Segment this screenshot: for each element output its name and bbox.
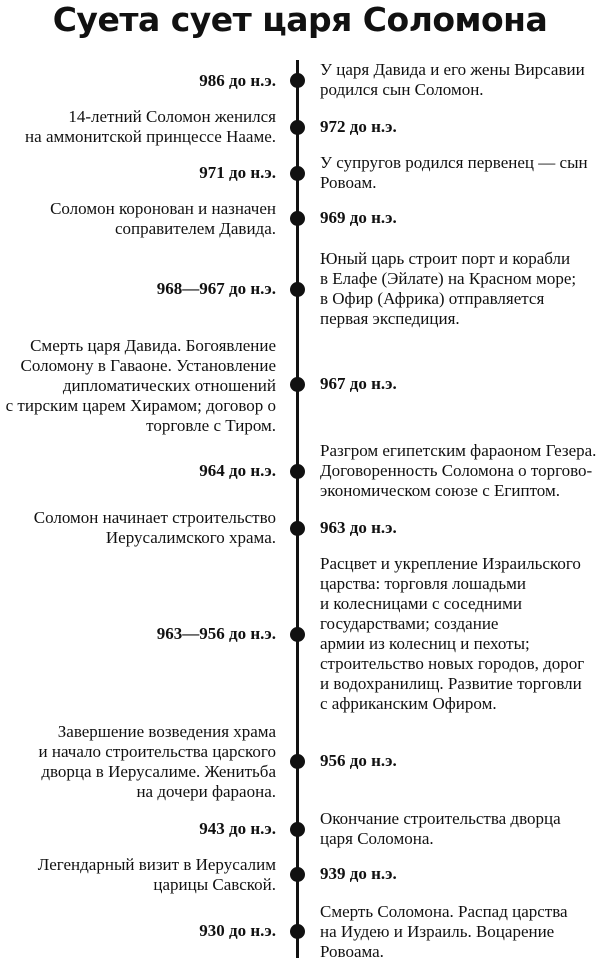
timeline-marker — [290, 521, 305, 536]
event-text-line: Окончание строительства дворца — [320, 809, 561, 828]
event-text-line: государствами; создание — [320, 614, 499, 633]
event-text-line: и колесницами с соседними — [320, 594, 522, 613]
event-text-line: с африканским Офиром. — [320, 694, 497, 713]
event-text-line: Соломон коронован и назначен — [50, 199, 276, 218]
event-description — [320, 554, 600, 714]
event-text-line: 14-летний Соломон женился — [68, 107, 276, 126]
event-date: 939 до н.э. — [320, 864, 397, 883]
event-text-line: Ровоам. — [320, 173, 377, 192]
event-description — [6, 336, 276, 436]
event-text-line: Соломону в Гаваоне. Установление — [20, 356, 276, 375]
event-text-line: царицы Савской. — [153, 875, 276, 894]
event-text-line: дворца в Иерусалиме. Женитьба — [41, 762, 276, 781]
event-text-line: с тирским царем Хирамом; договор о — [5, 396, 276, 415]
event-date: 930 до н.э. — [199, 921, 276, 940]
event-text-line: царства: торговля лошадьми — [320, 574, 526, 593]
event-text-line: и водохранилищ. Развитие торговли — [320, 674, 582, 693]
event-description — [39, 722, 277, 802]
event-text-line: торговле с Тиром. — [146, 416, 276, 435]
event-text-line: на аммонитской принцессе Нааме. — [25, 127, 276, 146]
event-description — [38, 855, 276, 895]
event-date: 971 до н.э. — [199, 163, 276, 182]
event-description — [320, 809, 600, 849]
event-date: 969 до н.э. — [320, 208, 397, 227]
page-title: Суета сует царя Соломона — [52, 0, 548, 39]
event-date: 963 до н.э. — [320, 518, 397, 537]
event-text-line: Иерусалимского храма. — [105, 528, 276, 547]
event-text-line: первая экспедиция. — [320, 309, 460, 328]
event-text-line: на дочери фараона. — [136, 782, 276, 801]
event-text-line: Ровоама. — [320, 942, 384, 961]
event-description — [320, 249, 600, 329]
timeline-marker — [290, 627, 305, 642]
event-date: 943 до н.э. — [199, 819, 276, 838]
event-text-line: Договоренность Соломона о торгово- — [320, 461, 593, 480]
event-text-line: Завершение возведения храма — [57, 722, 276, 741]
event-description — [320, 902, 600, 962]
event-text-line: родился сын Соломон. — [320, 80, 484, 99]
timeline-marker — [290, 211, 305, 226]
event-date: 986 до н.э. — [199, 71, 276, 90]
timeline-marker — [290, 464, 305, 479]
event-text-line: экономическом союзе с Египтом. — [320, 481, 560, 500]
event-text-line: У супругов родился первенец — сын — [320, 153, 588, 172]
event-text-line: У царя Давида и его жены Вирсавии — [320, 60, 585, 79]
timeline-marker — [290, 867, 305, 882]
event-text-line: Разгром египетским фараоном Гезера. — [320, 441, 597, 460]
timeline-marker — [290, 120, 305, 135]
event-text-line: на Иудею и Израиль. Воцарение — [320, 922, 555, 941]
timeline-marker — [290, 282, 305, 297]
event-description — [25, 107, 276, 147]
event-date: 963—956 до н.э. — [156, 624, 276, 643]
event-description — [320, 153, 600, 193]
timeline-marker — [290, 822, 305, 837]
timeline-marker — [290, 924, 305, 939]
event-date: 968—967 до н.э. — [156, 279, 276, 298]
timeline-marker — [290, 754, 305, 769]
timeline-marker — [290, 73, 305, 88]
timeline-marker — [290, 377, 305, 392]
event-date: 956 до н.э. — [320, 751, 397, 770]
event-text-line: строительство новых городов, дорог — [320, 654, 585, 673]
event-text-line: царя Соломона. — [320, 829, 434, 848]
event-text-line: в Елафе (Эйлате) на Красном море; — [320, 269, 577, 288]
event-text-line: соправителем Давида. — [114, 219, 276, 238]
event-text-line: Легендарный визит в Иерусалим — [37, 855, 276, 874]
event-description — [50, 199, 276, 239]
event-text-line: в Офир (Африка) отправляется — [320, 289, 545, 308]
event-date: 964 до н.э. — [199, 461, 276, 480]
event-text-line: и начало строительства царского — [38, 742, 276, 761]
event-text-line: Соломон начинает строительство — [33, 508, 276, 527]
event-text-line: Юный царь строит порт и корабли — [320, 249, 571, 268]
timeline-marker — [290, 166, 305, 181]
event-date: 972 до н.э. — [320, 117, 397, 136]
event-date: 967 до н.э. — [320, 374, 397, 393]
event-description — [320, 441, 600, 501]
event-description — [34, 508, 276, 548]
event-text-line: Расцвет и укрепление Израильского — [320, 554, 581, 573]
event-text-line: армии из колесниц и пехоты; — [320, 634, 530, 653]
event-text-line: дипломатических отношений — [62, 376, 276, 395]
event-text-line: Смерть Соломона. Распад царства — [320, 902, 568, 921]
event-text-line: Смерть царя Давида. Богоявление — [30, 336, 276, 355]
event-description — [320, 60, 600, 100]
